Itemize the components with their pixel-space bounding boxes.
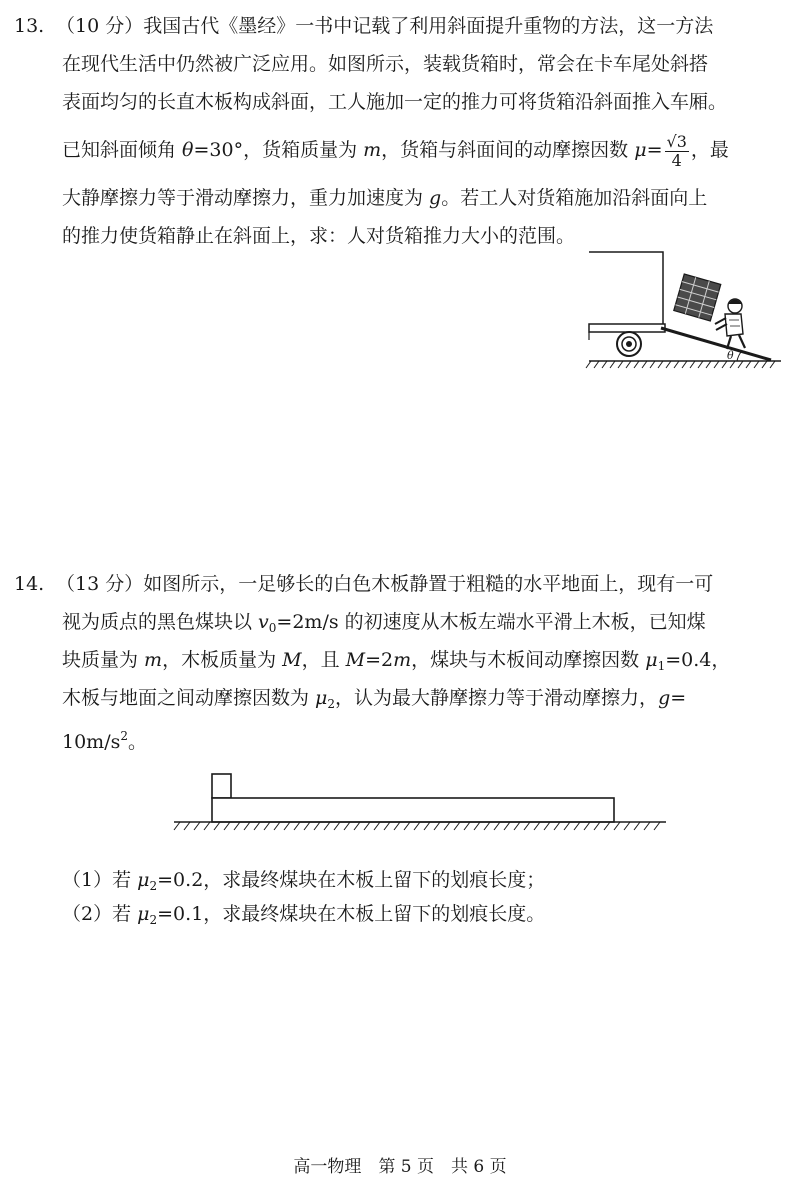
q13-line-4-text-a: 已知斜面倾角: [62, 139, 183, 161]
truck-ramp-figure: [585, 248, 785, 373]
q13-line-1: （10 分）我国古代《墨经》一书中记载了利用斜面提升重物的方法，这一方法: [56, 15, 714, 37]
q14-line-3-text-e: ，煤块与木板间动摩擦因数: [411, 649, 646, 671]
fraction-numerator: √3: [666, 131, 687, 151]
q13-line-4: [62, 132, 729, 170]
v0-symbol: v: [258, 611, 269, 633]
mass-m-symbol: m: [144, 649, 163, 671]
mu2-subscript: 2: [327, 697, 336, 711]
sub-question-1-text-a: （1）若: [62, 869, 138, 891]
q14-line-1: （13 分）如图所示，一足够长的白色木板静置于粗糙的水平地面上，现有一可: [56, 573, 714, 595]
worker-figure: [715, 299, 745, 349]
q14-line-3-text-c: ，且: [301, 649, 346, 671]
truck-body: [589, 252, 663, 330]
mass-symbol: m: [363, 139, 382, 161]
q14-line-2-text-b: =2m/s 的初速度从木板左端水平滑上木板，已知煤: [276, 611, 706, 633]
q14-line-3-text-f: =0.4，: [665, 649, 731, 671]
q13-line-5: [62, 180, 707, 216]
cargo-crate: [674, 274, 721, 321]
mu1-subscript: 1: [657, 659, 666, 673]
board-block-figure: [170, 772, 670, 832]
wooden-board: [212, 798, 614, 822]
q14-line-5-text-a: 10m/s: [62, 731, 121, 753]
sub1-mu-subscript: 2: [149, 879, 158, 893]
q14-line-4-text-a: 木板与地面之间动摩擦因数为: [62, 687, 316, 709]
q13-line-6: 的推力使货箱静止在斜面上，求：人对货箱推力大小的范围。: [62, 225, 576, 247]
question-13-number: 13.: [14, 15, 45, 37]
q13-line-4-text-c: ，货箱与斜面间的动摩擦因数: [381, 139, 635, 161]
q14-line-4-text-b: ，认为最大静摩擦力等于滑动摩擦力，: [335, 687, 659, 709]
sub2-mu-symbol: μ: [137, 903, 150, 925]
q14-line-2: [62, 604, 706, 646]
angle-arc: [737, 352, 741, 361]
sub-question-2-text-a: （2）若: [62, 903, 138, 925]
squared-superscript: 2: [120, 729, 128, 743]
q13-line-4-text-d: ，最: [690, 139, 729, 161]
sub-question-2: [62, 896, 545, 938]
gravity-symbol: g: [429, 187, 442, 209]
question-14-number: 14.: [14, 573, 45, 595]
coal-block: [212, 774, 231, 798]
sub-question-1-text-b: =0.2，求最终煤块在木板上留下的划痕长度；: [157, 869, 546, 891]
equals-sign: =: [646, 139, 663, 161]
q13-line-2: 在现代生活中仍然被广泛应用。如图所示，装载货箱时，常会在卡车尾处斜搭: [62, 53, 709, 75]
angle-label: θ: [727, 349, 734, 362]
sub2-mu-subscript: 2: [149, 913, 158, 927]
q13-line-4-text-b: =30°，货箱质量为: [193, 139, 364, 161]
page-footer: 高一物理 第 5 页 共 6 页: [293, 1157, 507, 1177]
q14-line-3-text-d: =2: [365, 649, 394, 671]
v0-subscript: 0: [268, 621, 277, 635]
q14-line-2-text-a: 视为质点的黑色煤块以: [62, 611, 259, 633]
q14-line-4: [62, 680, 686, 722]
ramp-board: [661, 328, 771, 360]
q13-line-5-text-a: 大静摩擦力等于滑动摩擦力，重力加速度为: [62, 187, 430, 209]
q13-line-3: 表面均匀的长直木板构成斜面，工人施加一定的推力可将货箱沿斜面推入车厢。: [62, 91, 728, 113]
mu1-symbol: μ: [645, 649, 658, 671]
sub-question-2-text-b: =0.1，求最终煤块在木板上留下的划痕长度。: [157, 903, 546, 925]
mass-m-symbol-2: m: [393, 649, 412, 671]
fraction-denominator: 4: [671, 150, 682, 170]
truck-bed: [589, 324, 665, 332]
mu-symbol: μ: [634, 139, 647, 161]
gravity-symbol-14: g: [658, 687, 671, 709]
mass-M-symbol: M: [282, 649, 302, 671]
q14-line-3-text-b: ，木板质量为: [162, 649, 283, 671]
q14-line-3: [62, 642, 730, 684]
q13-line-5-text-b: 。若工人对货箱施加沿斜面向上: [441, 187, 708, 209]
sub1-mu-symbol: μ: [137, 869, 150, 891]
theta-symbol: θ: [182, 139, 194, 161]
q14-line-4-text-c: =: [670, 687, 687, 709]
mass-M-symbol-2: M: [345, 649, 366, 671]
q14-line-3-text-a: 块质量为: [62, 649, 145, 671]
mu2-symbol: μ: [315, 687, 328, 709]
q14-line-5-text-b: 。: [128, 731, 148, 753]
q14-line-5: [62, 718, 147, 760]
mu-fraction: [665, 133, 689, 170]
